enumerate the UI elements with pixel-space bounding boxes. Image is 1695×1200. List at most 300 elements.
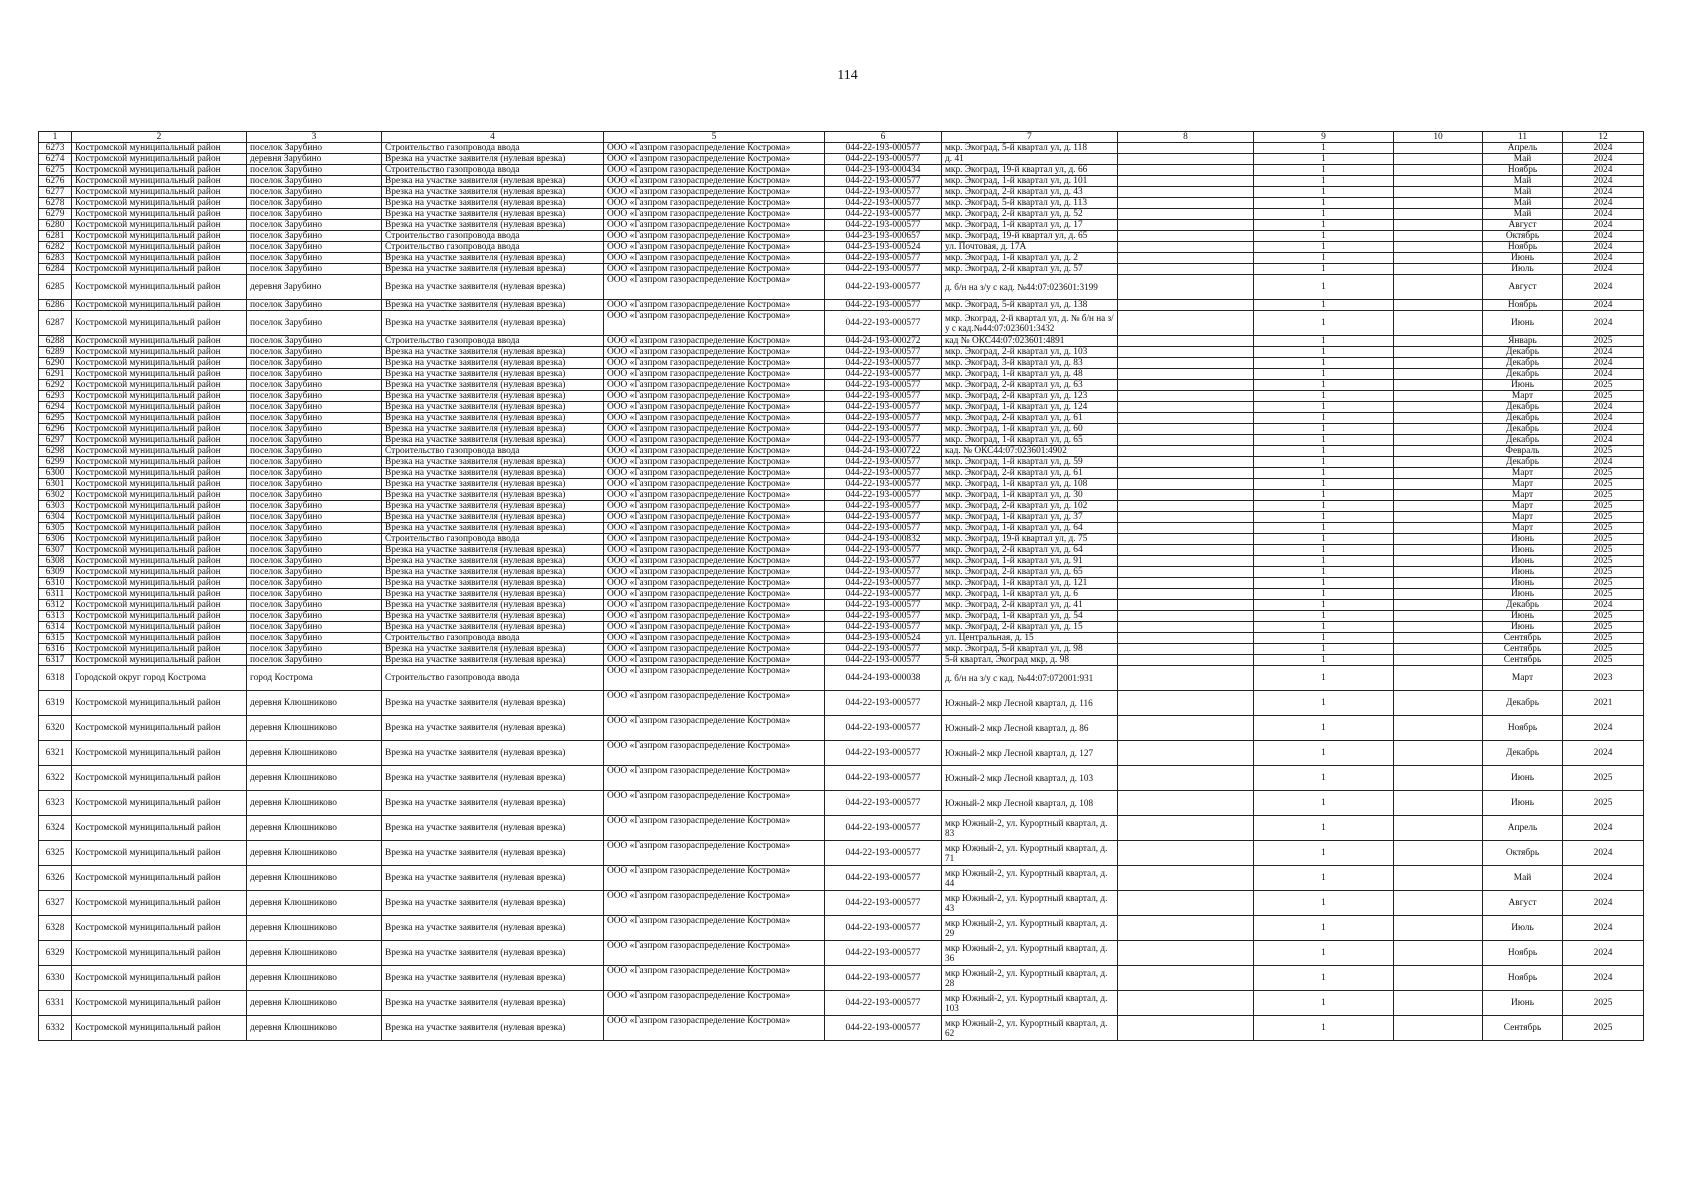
column-10-cell	[1394, 991, 1483, 1016]
permit-number-cell: 044-22-193-000577	[825, 991, 942, 1016]
quantity-cell: 1	[1254, 468, 1394, 479]
column-10-cell	[1394, 622, 1483, 633]
year-cell: 2025	[1563, 380, 1644, 391]
permit-number-cell: 044-22-193-000577	[825, 1016, 942, 1041]
column-10-cell	[1394, 242, 1483, 253]
month-cell: Май	[1483, 154, 1563, 165]
column-8-cell	[1118, 187, 1254, 198]
quantity-cell: 1	[1254, 402, 1394, 413]
column-10-cell	[1394, 275, 1483, 300]
organization-cell: ООО «Газпром газораспределение Кострома»	[604, 391, 825, 402]
year-cell: 2024	[1563, 165, 1644, 176]
table-row	[39, 369, 1644, 380]
table-row	[39, 891, 1644, 916]
organization-cell: ООО «Газпром газораспределение Кострома»	[604, 264, 825, 275]
address-cell: Южный-2 мкр Лесной квартал, д. 103	[942, 766, 1118, 791]
settlement-cell: деревня Клюшниково	[247, 716, 382, 741]
quantity-cell: 1	[1254, 358, 1394, 369]
month-cell: Май	[1483, 209, 1563, 220]
work-type-cell: Врезка на участке заявителя (нулевая врезка)	[382, 716, 604, 741]
column-10-cell	[1394, 165, 1483, 176]
quantity-cell: 1	[1254, 446, 1394, 457]
column-8-cell	[1118, 143, 1254, 154]
quantity-cell: 1	[1254, 891, 1394, 916]
quantity-cell: 1	[1254, 611, 1394, 622]
address-cell: мкр. Экоград, 1-й квартал ул, д. 48	[942, 369, 1118, 380]
municipality-cell: Костромской муниципальный район	[72, 187, 247, 198]
table-row	[39, 490, 1644, 501]
organization-cell: ООО «Газпром газораспределение Кострома»	[604, 941, 825, 966]
settlement-cell: поселок Зарубино	[247, 209, 382, 220]
address-cell: мкр. Экоград, 2-й квартал ул, д. 65	[942, 567, 1118, 578]
year-cell: 2024	[1563, 275, 1644, 300]
column-8-cell	[1118, 1016, 1254, 1041]
row-number-cell: 6273	[39, 143, 72, 154]
municipality-cell: Костромской муниципальный район	[72, 380, 247, 391]
organization-cell: ООО «Газпром газораспределение Кострома»	[604, 866, 825, 891]
address-cell: мкр. Экоград, 2-й квартал ул, д. 123	[942, 391, 1118, 402]
column-10-cell	[1394, 424, 1483, 435]
work-type-cell: Строительство газопровода ввода	[382, 336, 604, 347]
organization-cell: ООО «Газпром газораспределение Кострома»	[604, 231, 825, 242]
municipality-cell: Костромской муниципальный район	[72, 154, 247, 165]
settlement-cell: поселок Зарубино	[247, 501, 382, 512]
quantity-cell: 1	[1254, 501, 1394, 512]
year-cell: 2024	[1563, 413, 1644, 424]
work-type-cell: Врезка на участке заявителя (нулевая врезка)	[382, 691, 604, 716]
settlement-cell: деревня Клюшниково	[247, 891, 382, 916]
address-cell: мкр. Экоград, 1-й квартал ул, д. 54	[942, 611, 1118, 622]
column-10-cell	[1394, 347, 1483, 358]
permit-number-cell: 044-22-193-000577	[825, 545, 942, 556]
table-row	[39, 567, 1644, 578]
municipality-cell: Костромской муниципальный район	[72, 176, 247, 187]
municipality-cell: Костромской муниципальный район	[72, 916, 247, 941]
permit-number-cell: 044-23-193-000524	[825, 242, 942, 253]
column-10-cell	[1394, 816, 1483, 841]
column-10-cell	[1394, 358, 1483, 369]
municipality-cell: Костромской муниципальный район	[72, 578, 247, 589]
year-cell: 2024	[1563, 347, 1644, 358]
permit-number-cell: 044-22-193-000577	[825, 209, 942, 220]
work-type-cell: Врезка на участке заявителя (нулевая врезка)	[382, 490, 604, 501]
month-cell: Июнь	[1483, 991, 1563, 1016]
column-8-cell	[1118, 600, 1254, 611]
row-number-cell: 6296	[39, 424, 72, 435]
quantity-cell: 1	[1254, 941, 1394, 966]
month-cell: Март	[1483, 666, 1563, 691]
permit-number-cell: 044-22-193-000577	[825, 479, 942, 490]
settlement-cell: деревня Клюшниково	[247, 966, 382, 991]
month-cell: Июнь	[1483, 578, 1563, 589]
quantity-cell: 1	[1254, 435, 1394, 446]
month-cell: Май	[1483, 187, 1563, 198]
organization-cell: ООО «Газпром газораспределение Кострома»	[604, 567, 825, 578]
table-row	[39, 655, 1644, 666]
address-cell: мкр. Экоград, 1-й квартал ул, д. 108	[942, 479, 1118, 490]
settlement-cell: деревня Зарубино	[247, 275, 382, 300]
column-10-cell	[1394, 633, 1483, 644]
table-body	[39, 143, 1644, 1041]
month-cell: Июнь	[1483, 622, 1563, 633]
column-8-cell	[1118, 622, 1254, 633]
row-number-cell: 6324	[39, 816, 72, 841]
permit-number-cell: 044-22-193-000577	[825, 490, 942, 501]
work-type-cell: Врезка на участке заявителя (нулевая врезка)	[382, 791, 604, 816]
column-8-cell	[1118, 578, 1254, 589]
month-cell: Декабрь	[1483, 413, 1563, 424]
table-row	[39, 402, 1644, 413]
work-type-cell: Врезка на участке заявителя (нулевая врезка)	[382, 369, 604, 380]
month-cell: Январь	[1483, 336, 1563, 347]
year-cell: 2025	[1563, 578, 1644, 589]
year-cell: 2024	[1563, 966, 1644, 991]
organization-cell: ООО «Газпром газораспределение Кострома»	[604, 358, 825, 369]
municipality-cell: Костромской муниципальный район	[72, 589, 247, 600]
settlement-cell: поселок Зарубино	[247, 143, 382, 154]
organization-cell: ООО «Газпром газораспределение Кострома»	[604, 600, 825, 611]
quantity-cell: 1	[1254, 242, 1394, 253]
settlement-cell: деревня Клюшниково	[247, 916, 382, 941]
work-type-cell: Врезка на участке заявителя (нулевая врезка)	[382, 468, 604, 479]
permit-number-cell: 044-24-193-000272	[825, 336, 942, 347]
column-10-cell	[1394, 231, 1483, 242]
row-number-cell: 6291	[39, 369, 72, 380]
municipality-cell: Костромской муниципальный район	[72, 716, 247, 741]
municipality-cell: Костромской муниципальный район	[72, 633, 247, 644]
organization-cell: ООО «Газпром газораспределение Кострома»	[604, 490, 825, 501]
row-number-cell: 6318	[39, 666, 72, 691]
settlement-cell: поселок Зарубино	[247, 300, 382, 311]
row-number-cell: 6329	[39, 941, 72, 966]
quantity-cell: 1	[1254, 300, 1394, 311]
table-row	[39, 413, 1644, 424]
year-cell: 2024	[1563, 220, 1644, 231]
column-8-cell	[1118, 791, 1254, 816]
municipality-cell: Костромской муниципальный район	[72, 816, 247, 841]
column-header: 10	[1394, 132, 1483, 143]
month-cell: Декабрь	[1483, 600, 1563, 611]
work-type-cell: Строительство газопровода ввода	[382, 231, 604, 242]
column-10-cell	[1394, 336, 1483, 347]
year-cell: 2024	[1563, 816, 1644, 841]
organization-cell: ООО «Газпром газораспределение Кострома»	[604, 741, 825, 766]
year-cell: 2025	[1563, 622, 1644, 633]
row-number-cell: 6290	[39, 358, 72, 369]
column-8-cell	[1118, 567, 1254, 578]
table-row	[39, 391, 1644, 402]
table-row	[39, 866, 1644, 891]
settlement-cell: поселок Зарубино	[247, 198, 382, 209]
column-10-cell	[1394, 966, 1483, 991]
work-type-cell: Врезка на участке заявителя (нулевая врезка)	[382, 413, 604, 424]
settlement-cell: поселок Зарубино	[247, 523, 382, 534]
work-type-cell: Врезка на участке заявителя (нулевая врезка)	[382, 402, 604, 413]
column-8-cell	[1118, 336, 1254, 347]
address-cell: мкр. Экоград, 1-й квартал ул, д. 59	[942, 457, 1118, 468]
column-10-cell	[1394, 198, 1483, 209]
permit-number-cell: 044-22-193-000577	[825, 220, 942, 231]
table-row	[39, 622, 1644, 633]
year-cell: 2024	[1563, 242, 1644, 253]
year-cell: 2025	[1563, 545, 1644, 556]
month-cell: Апрель	[1483, 816, 1563, 841]
quantity-cell: 1	[1254, 545, 1394, 556]
work-type-cell: Врезка на участке заявителя (нулевая врезка)	[382, 187, 604, 198]
table-row	[39, 311, 1644, 336]
municipality-cell: Костромской муниципальный район	[72, 446, 247, 457]
column-10-cell	[1394, 512, 1483, 523]
row-number-cell: 6317	[39, 655, 72, 666]
settlement-cell: поселок Зарубино	[247, 633, 382, 644]
month-cell: Март	[1483, 512, 1563, 523]
table-row	[39, 479, 1644, 490]
permit-number-cell: 044-22-193-000577	[825, 391, 942, 402]
table-row	[39, 816, 1644, 841]
month-cell: Июнь	[1483, 567, 1563, 578]
organization-cell: ООО «Газпром газораспределение Кострома»	[604, 644, 825, 655]
settlement-cell: поселок Зарубино	[247, 490, 382, 501]
row-number-cell: 6308	[39, 556, 72, 567]
year-cell: 2024	[1563, 435, 1644, 446]
row-number-cell: 6323	[39, 791, 72, 816]
table-row	[39, 231, 1644, 242]
settlement-cell: деревня Клюшниково	[247, 866, 382, 891]
work-type-cell: Врезка на участке заявителя (нулевая врезка)	[382, 209, 604, 220]
work-type-cell: Врезка на участке заявителя (нулевая врезка)	[382, 567, 604, 578]
column-10-cell	[1394, 741, 1483, 766]
settlement-cell: деревня Клюшниково	[247, 791, 382, 816]
column-8-cell	[1118, 198, 1254, 209]
organization-cell: ООО «Газпром газораспределение Кострома»	[604, 198, 825, 209]
header-row	[39, 132, 1644, 143]
address-cell: Южный-2 мкр Лесной квартал, д. 108	[942, 791, 1118, 816]
work-type-cell: Строительство газопровода ввода	[382, 446, 604, 457]
organization-cell: ООО «Газпром газораспределение Кострома»	[604, 691, 825, 716]
year-cell: 2024	[1563, 716, 1644, 741]
year-cell: 2024	[1563, 402, 1644, 413]
address-cell: мкр Южный-2, ул. Курортный квартал, д. 28	[942, 966, 1118, 991]
work-type-cell: Врезка на участке заявителя (нулевая врезка)	[382, 154, 604, 165]
column-10-cell	[1394, 380, 1483, 391]
municipality-cell: Костромской муниципальный район	[72, 841, 247, 866]
permit-number-cell: 044-22-193-000577	[825, 347, 942, 358]
row-number-cell: 6330	[39, 966, 72, 991]
permit-number-cell: 044-22-193-000577	[825, 600, 942, 611]
work-type-cell: Врезка на участке заявителя (нулевая врезка)	[382, 176, 604, 187]
row-number-cell: 6285	[39, 275, 72, 300]
permit-number-cell: 044-22-193-000577	[825, 187, 942, 198]
table-row	[39, 275, 1644, 300]
column-header: 4	[382, 132, 604, 143]
column-10-cell	[1394, 143, 1483, 154]
column-8-cell	[1118, 545, 1254, 556]
month-cell: Июнь	[1483, 556, 1563, 567]
column-10-cell	[1394, 187, 1483, 198]
column-10-cell	[1394, 534, 1483, 545]
row-number-cell: 6294	[39, 402, 72, 413]
organization-cell: ООО «Газпром газораспределение Кострома»	[604, 457, 825, 468]
permit-number-cell: 044-22-193-000577	[825, 523, 942, 534]
column-header: 7	[942, 132, 1118, 143]
address-cell: мкр. Экоград, 2-й квартал ул, д. 61	[942, 468, 1118, 479]
column-8-cell	[1118, 391, 1254, 402]
row-number-cell: 6279	[39, 209, 72, 220]
quantity-cell: 1	[1254, 644, 1394, 655]
municipality-cell: Костромской муниципальный район	[72, 644, 247, 655]
table-row	[39, 143, 1644, 154]
work-type-cell: Строительство газопровода ввода	[382, 534, 604, 545]
permit-number-cell: 044-22-193-000577	[825, 198, 942, 209]
column-8-cell	[1118, 242, 1254, 253]
quantity-cell: 1	[1254, 198, 1394, 209]
table-row	[39, 716, 1644, 741]
table-row	[39, 916, 1644, 941]
column-8-cell	[1118, 691, 1254, 716]
municipality-cell: Костромской муниципальный район	[72, 220, 247, 231]
settlement-cell: деревня Клюшниково	[247, 941, 382, 966]
quantity-cell: 1	[1254, 567, 1394, 578]
organization-cell: ООО «Газпром газораспределение Кострома»	[604, 534, 825, 545]
year-cell: 2024	[1563, 941, 1644, 966]
table-row	[39, 176, 1644, 187]
column-8-cell	[1118, 816, 1254, 841]
month-cell: Июль	[1483, 264, 1563, 275]
quantity-cell: 1	[1254, 220, 1394, 231]
month-cell: Август	[1483, 220, 1563, 231]
permit-number-cell: 044-22-193-000577	[825, 413, 942, 424]
month-cell: Декабрь	[1483, 457, 1563, 468]
column-10-cell	[1394, 655, 1483, 666]
column-8-cell	[1118, 644, 1254, 655]
year-cell: 2024	[1563, 198, 1644, 209]
year-cell: 2024	[1563, 916, 1644, 941]
row-number-cell: 6307	[39, 545, 72, 556]
table-row	[39, 600, 1644, 611]
month-cell: Октябрь	[1483, 841, 1563, 866]
organization-cell: ООО «Газпром газораспределение Кострома»	[604, 841, 825, 866]
year-cell: 2025	[1563, 791, 1644, 816]
column-8-cell	[1118, 300, 1254, 311]
year-cell: 2024	[1563, 143, 1644, 154]
permit-number-cell: 044-22-193-000577	[825, 275, 942, 300]
column-8-cell	[1118, 490, 1254, 501]
work-type-cell: Врезка на участке заявителя (нулевая врезка)	[382, 347, 604, 358]
quantity-cell: 1	[1254, 841, 1394, 866]
table-row	[39, 966, 1644, 991]
year-cell: 2024	[1563, 187, 1644, 198]
permit-number-cell: 044-22-193-000577	[825, 435, 942, 446]
municipality-cell: Костромской муниципальный район	[72, 358, 247, 369]
municipality-cell: Костромской муниципальный район	[72, 347, 247, 358]
address-cell: мкр Южный-2, ул. Курортный квартал, д. 36	[942, 941, 1118, 966]
row-number-cell: 6309	[39, 567, 72, 578]
column-8-cell	[1118, 347, 1254, 358]
municipality-cell: Костромской муниципальный район	[72, 209, 247, 220]
page-number: 114	[837, 68, 858, 83]
column-10-cell	[1394, 578, 1483, 589]
organization-cell: ООО «Газпром газораспределение Кострома»	[604, 143, 825, 154]
settlement-cell: поселок Зарубино	[247, 468, 382, 479]
column-10-cell	[1394, 413, 1483, 424]
municipality-cell: Костромской муниципальный район	[72, 556, 247, 567]
quantity-cell: 1	[1254, 523, 1394, 534]
year-cell: 2023	[1563, 666, 1644, 691]
address-cell: мкр. Экоград, 1-й квартал ул, д. 65	[942, 435, 1118, 446]
organization-cell: ООО «Газпром газораспределение Кострома»	[604, 347, 825, 358]
column-8-cell	[1118, 209, 1254, 220]
quantity-cell: 1	[1254, 369, 1394, 380]
quantity-cell: 1	[1254, 512, 1394, 523]
work-type-cell: Врезка на участке заявителя (нулевая врезка)	[382, 941, 604, 966]
table-row	[39, 165, 1644, 176]
year-cell: 2025	[1563, 1016, 1644, 1041]
work-type-cell: Строительство газопровода ввода	[382, 143, 604, 154]
month-cell: Декабрь	[1483, 741, 1563, 766]
table-row	[39, 446, 1644, 457]
column-header: 12	[1563, 132, 1644, 143]
month-cell: Ноябрь	[1483, 966, 1563, 991]
month-cell: Декабрь	[1483, 424, 1563, 435]
organization-cell: ООО «Газпром газораспределение Кострома»	[604, 666, 825, 691]
column-8-cell	[1118, 154, 1254, 165]
municipality-cell: Костромской муниципальный район	[72, 622, 247, 633]
organization-cell: ООО «Газпром газораспределение Кострома»	[604, 578, 825, 589]
row-number-cell: 6292	[39, 380, 72, 391]
column-10-cell	[1394, 220, 1483, 231]
settlement-cell: поселок Зарубино	[247, 347, 382, 358]
quantity-cell: 1	[1254, 655, 1394, 666]
address-cell: мкр Южный-2, ул. Курортный квартал, д. 29	[942, 916, 1118, 941]
work-type-cell: Врезка на участке заявителя (нулевая врезка)	[382, 816, 604, 841]
work-type-cell: Врезка на участке заявителя (нулевая врезка)	[382, 741, 604, 766]
address-cell: мкр. Экоград, 1-й квартал ул, д. 2	[942, 253, 1118, 264]
column-8-cell	[1118, 666, 1254, 691]
settlement-cell: деревня Клюшниково	[247, 816, 382, 841]
column-10-cell	[1394, 556, 1483, 567]
organization-cell: ООО «Газпром газораспределение Кострома»	[604, 655, 825, 666]
month-cell: Июнь	[1483, 791, 1563, 816]
row-number-cell: 6289	[39, 347, 72, 358]
month-cell: Март	[1483, 391, 1563, 402]
month-cell: Март	[1483, 479, 1563, 490]
table-row	[39, 424, 1644, 435]
row-number-cell: 6299	[39, 457, 72, 468]
organization-cell: ООО «Газпром газораспределение Кострома»	[604, 512, 825, 523]
permit-number-cell: 044-22-193-000577	[825, 154, 942, 165]
address-cell: мкр. Экоград, 19-й квартал ул, д. 65	[942, 231, 1118, 242]
quantity-cell: 1	[1254, 741, 1394, 766]
organization-cell: ООО «Газпром газораспределение Кострома»	[604, 176, 825, 187]
year-cell: 2024	[1563, 253, 1644, 264]
settlement-cell: поселок Зарубино	[247, 611, 382, 622]
row-number-cell: 6301	[39, 479, 72, 490]
row-number-cell: 6306	[39, 534, 72, 545]
municipality-cell: Костромской муниципальный район	[72, 424, 247, 435]
settlement-cell: поселок Зарубино	[247, 567, 382, 578]
column-8-cell	[1118, 446, 1254, 457]
address-cell: мкр Южный-2, ул. Курортный квартал, д. 83	[942, 816, 1118, 841]
work-type-cell: Врезка на участке заявителя (нулевая врезка)	[382, 600, 604, 611]
settlement-cell: поселок Зарубино	[247, 369, 382, 380]
quantity-cell: 1	[1254, 534, 1394, 545]
year-cell: 2025	[1563, 633, 1644, 644]
permit-number-cell: 044-22-193-000577	[825, 402, 942, 413]
work-type-cell: Врезка на участке заявителя (нулевая врезка)	[382, 866, 604, 891]
address-cell: мкр. Экоград, 1-й квартал ул, д. 91	[942, 556, 1118, 567]
column-10-cell	[1394, 402, 1483, 413]
row-number-cell: 6298	[39, 446, 72, 457]
